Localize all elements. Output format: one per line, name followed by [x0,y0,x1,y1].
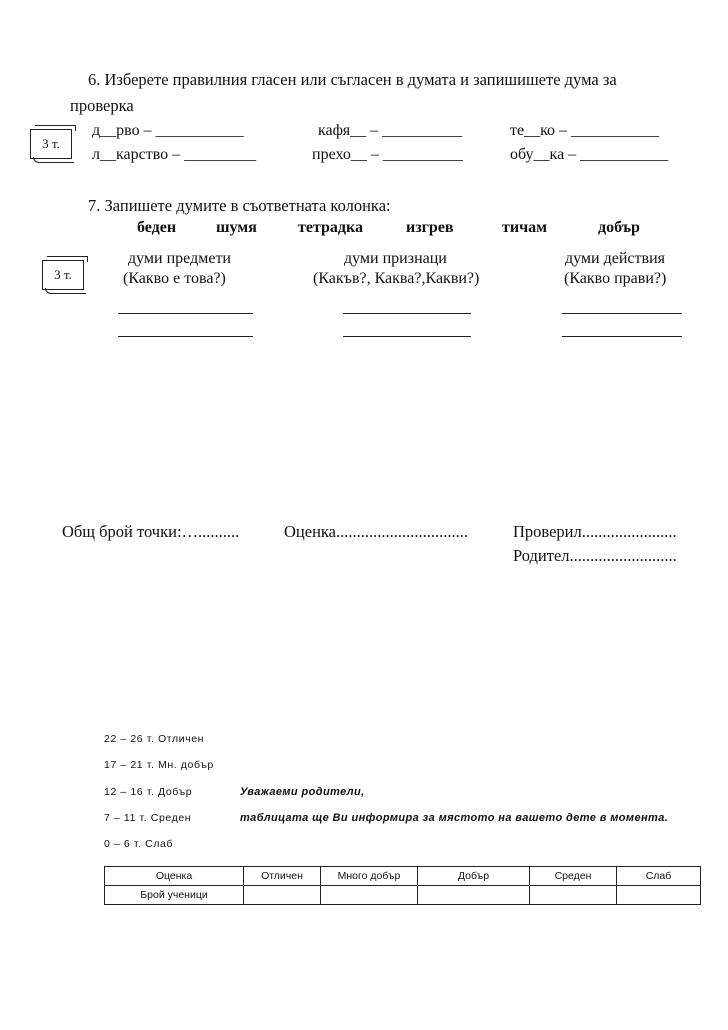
task6-points-label: 3 т. [42,136,60,151]
table-cell[interactable] [530,886,617,905]
task6-item: кафя__ – __________ [318,122,463,139]
column-heading-verbs: думи действия [565,250,665,267]
task6-title-line1: 6. Изберете правилния гласен или съгласен в думата и запишишете дума за [88,70,617,89]
grades-table [104,866,701,905]
table-row [105,886,701,905]
table-cell[interactable] [244,886,321,905]
task7-word: изгрев [406,219,454,236]
parents-greeting: Уважаеми родители, [240,786,365,798]
answer-line[interactable] [118,336,253,337]
task6-item: обу__ка – ___________ [510,146,669,163]
table-header: Среден [530,867,617,886]
task6-item: те__ко – ___________ [510,122,660,139]
column-heading-adjectives: думи признаци [344,250,447,267]
task6-title-line2: проверка [70,96,134,115]
total-points: Общ брой точки:….......... [62,522,240,541]
answer-line[interactable] [562,313,682,314]
table-cell[interactable] [617,886,701,905]
task7-word: добър [598,219,640,236]
parents-note: таблицата ще Ви информира за мястото на вашето дете в момента. [240,812,669,824]
task7-word: шумя [216,219,257,236]
column-heading-nouns: думи предмети [128,250,231,267]
scale-item: 0 – 6 т. Слаб [104,838,174,850]
column-question-nouns: (Какво е това?) [123,270,226,287]
task6-points-badge [30,129,72,159]
table-header: Отличен [244,867,321,886]
task7-title: 7. Запишете думите в съответната колонка: [88,196,391,215]
task6-item: л__карство – _________ [92,146,257,163]
table-header: Добър [418,867,530,886]
task7-word: тетрадка [298,219,363,236]
scale-item: 22 – 26 т. Отличен [104,733,205,745]
table-header-row [105,867,701,886]
table-header: Оценка [105,867,244,886]
table-cell[interactable] [321,886,418,905]
checked-by: Проверил....................... [513,522,677,541]
task6-item: д__рво – ___________ [92,122,244,139]
answer-line[interactable] [118,313,253,314]
answer-line[interactable] [343,336,471,337]
task7-word: беден [137,219,177,236]
table-cell[interactable] [418,886,530,905]
scale-item: 17 – 21 т. Мн. добър [104,759,214,771]
column-question-verbs: (Какво прави?) [564,270,667,287]
answer-line[interactable] [562,336,682,337]
parent-signature: Родител.......................... [513,546,677,565]
answer-line[interactable] [343,313,471,314]
grade-field: Оценка................................ [284,522,468,541]
column-question-adjectives: (Какъв?, Каква?,Какви?) [313,270,480,287]
table-header: Много добър [321,867,418,886]
task7-word: тичам [502,219,547,236]
task7-points-badge [42,260,84,290]
scale-item: 12 – 16 т. Добър [104,786,193,798]
task6-item: прехо__ – __________ [312,146,463,163]
row-label: Брой ученици [105,886,244,905]
table-header: Слаб [617,867,701,886]
task7-points-label: 3 т. [54,267,72,282]
scale-item: 7 – 11 т. Среден [104,812,192,824]
